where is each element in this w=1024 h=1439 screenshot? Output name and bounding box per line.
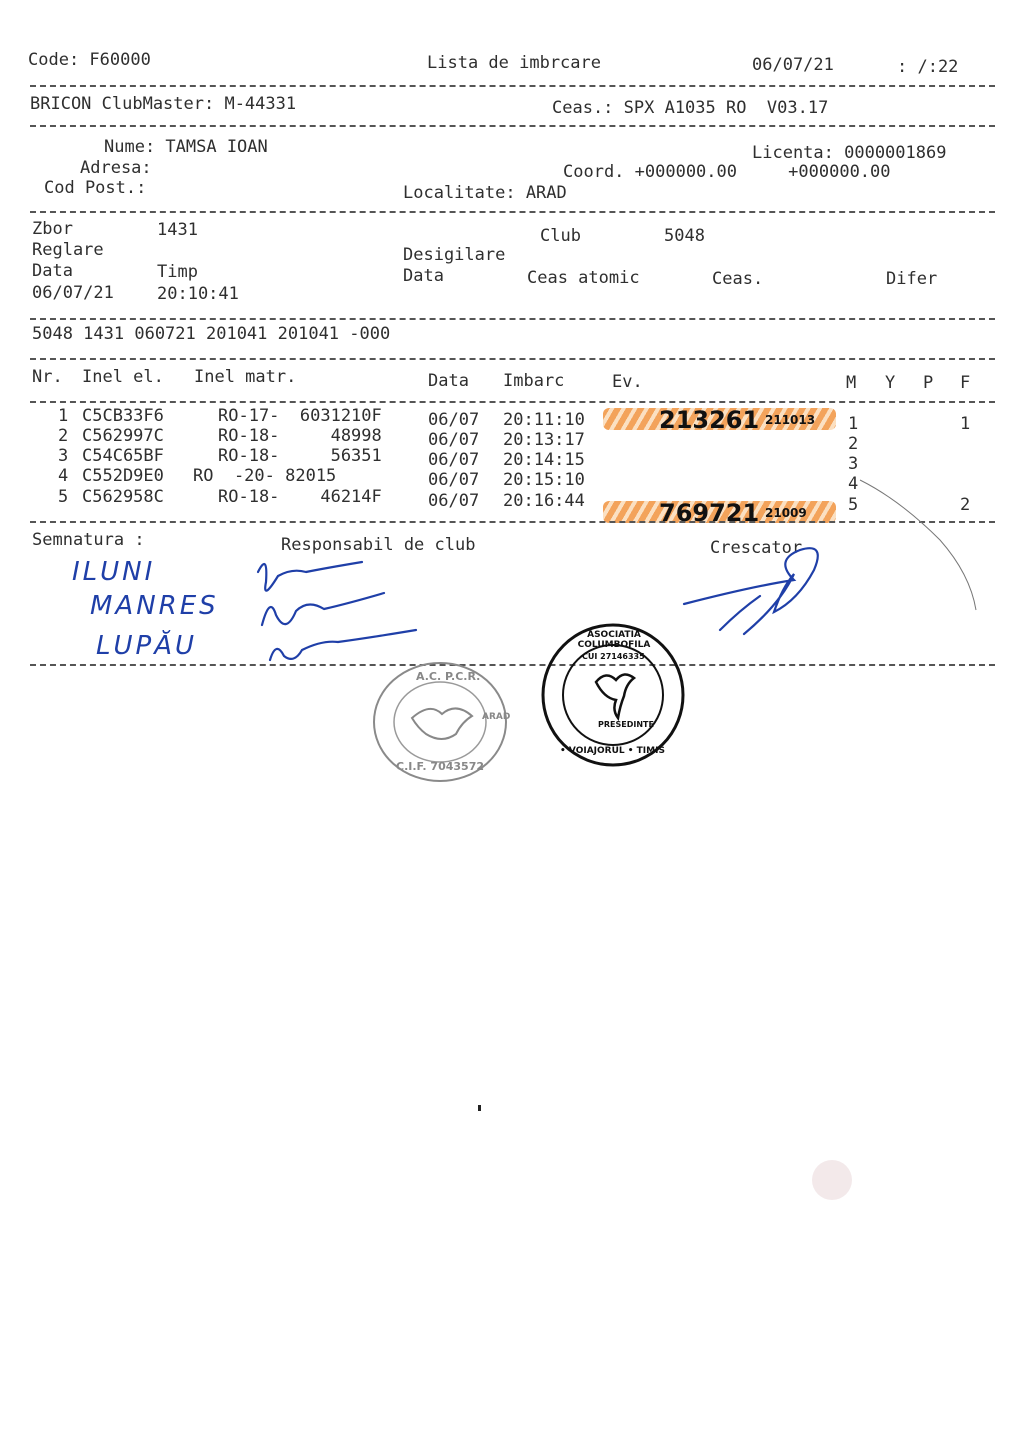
- unsealing-label: Desigilare: [403, 245, 506, 265]
- row-electronic-ring: C562997C: [82, 426, 164, 446]
- code-line: 5048 1431 060721 201041 201041 -000: [32, 324, 391, 344]
- fancier-name: Nume: TAMSA IOAN: [104, 137, 268, 157]
- row-nr: 1: [58, 406, 69, 426]
- row-ring-number: RO-18- 46214F: [218, 487, 382, 507]
- row-date: 06/07: [428, 430, 480, 450]
- flight-number: 1431: [157, 220, 198, 240]
- time-label: Timp: [157, 262, 198, 282]
- col-f: F: [960, 373, 971, 393]
- col-m: M: [846, 373, 857, 393]
- atomic-clock-label: Ceas atomic: [527, 268, 640, 288]
- row-basketing-time: 20:14:15: [503, 450, 585, 470]
- row-date: 06/07: [428, 470, 480, 490]
- club-label: Club: [540, 226, 581, 246]
- handwritten-name: ILUNI: [72, 557, 156, 587]
- row-nr: 5: [58, 487, 69, 507]
- row-nr: 3: [58, 446, 69, 466]
- print-date: 06/07/21: [752, 55, 834, 75]
- row-ring-number: RO-18- 48998: [218, 426, 382, 446]
- stamp-president-text: PRESEDINTE: [598, 720, 654, 729]
- stamp-side-text: ARAD: [482, 712, 511, 722]
- row-ring-number: RO-18- 56351: [218, 446, 382, 466]
- stamp-cui-text: CUI 27146335: [582, 652, 645, 661]
- document-title: Lista de imbrcare: [427, 53, 601, 73]
- license-number: Licenta: 0000001869: [752, 143, 947, 163]
- difference-label: Difer: [886, 269, 938, 289]
- stamp-bottom-text: • VOIAJORUL • TIMIS: [560, 746, 665, 756]
- date-label: Data: [32, 261, 73, 281]
- coordinates: Coord. +000000.00 +000000.00: [563, 162, 891, 182]
- row-ring-number: RO-17- 6031210F: [218, 406, 382, 426]
- unsealing-date-label: Data: [403, 266, 444, 286]
- row-m: 4: [848, 474, 859, 494]
- row-m: 5: [848, 495, 859, 515]
- row-basketing-time: 20:16:44: [503, 491, 585, 511]
- address-label: Adresa:: [80, 158, 152, 178]
- col-basketing: Imbarc: [503, 371, 565, 391]
- sticker-number: 213261: [659, 406, 760, 434]
- row-date: 06/07: [428, 450, 480, 470]
- postal-code-label: Cod Post.:: [44, 178, 147, 198]
- col-date: Data: [428, 371, 469, 391]
- breeder-label: Crescator: [710, 538, 803, 558]
- flight-label: Zbor: [32, 219, 73, 239]
- row-f: 2: [960, 495, 971, 515]
- row-electronic-ring: C562958C: [82, 487, 164, 507]
- print-time: : /:22: [897, 57, 959, 77]
- club-responsible-label: Responsabil de club: [281, 535, 476, 555]
- handwritten-name: LUPĂU: [96, 631, 198, 661]
- stamp-bottom-text: C.I.F. 7043572: [396, 760, 485, 773]
- col-event: Ev.: [612, 372, 643, 392]
- sticker-code: 211013: [765, 413, 816, 427]
- col-electronic-ring: Inel el.: [82, 367, 164, 387]
- setting-label: Reglare: [32, 240, 104, 260]
- stray-mark: [478, 1105, 481, 1111]
- club-number: 5048: [664, 226, 705, 246]
- row-date: 06/07: [428, 491, 480, 511]
- row-date: 06/07: [428, 410, 480, 430]
- clock-id: Ceas.: SPX A1035 RO V03.17: [552, 98, 829, 118]
- row-nr: 4: [58, 466, 69, 486]
- club-stamp: [370, 660, 510, 785]
- col-p: P: [923, 373, 934, 393]
- row-m: 2: [848, 434, 859, 454]
- sticker-code: 21009: [765, 506, 807, 520]
- setting-date: 06/07/21: [32, 283, 114, 303]
- signature-label: Semnatura :: [32, 530, 145, 550]
- row-m: 1: [848, 414, 859, 434]
- row-basketing-time: 20:15:10: [503, 470, 585, 490]
- row-electronic-ring: C552D9E0: [82, 466, 164, 486]
- code-label: Code: F60000: [28, 50, 151, 70]
- row-ring-number: RO -20- 82015: [193, 466, 337, 486]
- col-nr: Nr.: [32, 367, 63, 387]
- row-f: 1: [960, 414, 971, 434]
- locality: Localitate: ARAD: [403, 183, 567, 203]
- col-y: Y: [885, 373, 896, 393]
- row-nr: 2: [58, 426, 69, 446]
- divider: [30, 664, 995, 666]
- handwritten-name: MANRES: [90, 591, 219, 621]
- sticker-number: 769721: [659, 499, 760, 527]
- association-stamp: [540, 622, 686, 768]
- row-electronic-ring: C54C65BF: [82, 446, 164, 466]
- row-basketing-time: 20:13:17: [503, 430, 585, 450]
- clubmaster-id: BRICON ClubMaster: M-44331: [30, 94, 297, 114]
- row-electronic-ring: C5CB33F6: [82, 406, 164, 426]
- clock-label: Ceas.: [712, 269, 764, 289]
- stamp-top-text: ASOCIATIA COLUMBOFILA: [577, 630, 651, 650]
- col-ring-number: Inel matr.: [194, 367, 297, 387]
- row-basketing-time: 20:11:10: [503, 410, 585, 430]
- setting-time: 20:10:41: [157, 284, 239, 304]
- stamp-top-text: A.C. P.C.R.: [416, 670, 481, 683]
- stain: [812, 1160, 852, 1200]
- row-m: 3: [848, 454, 859, 474]
